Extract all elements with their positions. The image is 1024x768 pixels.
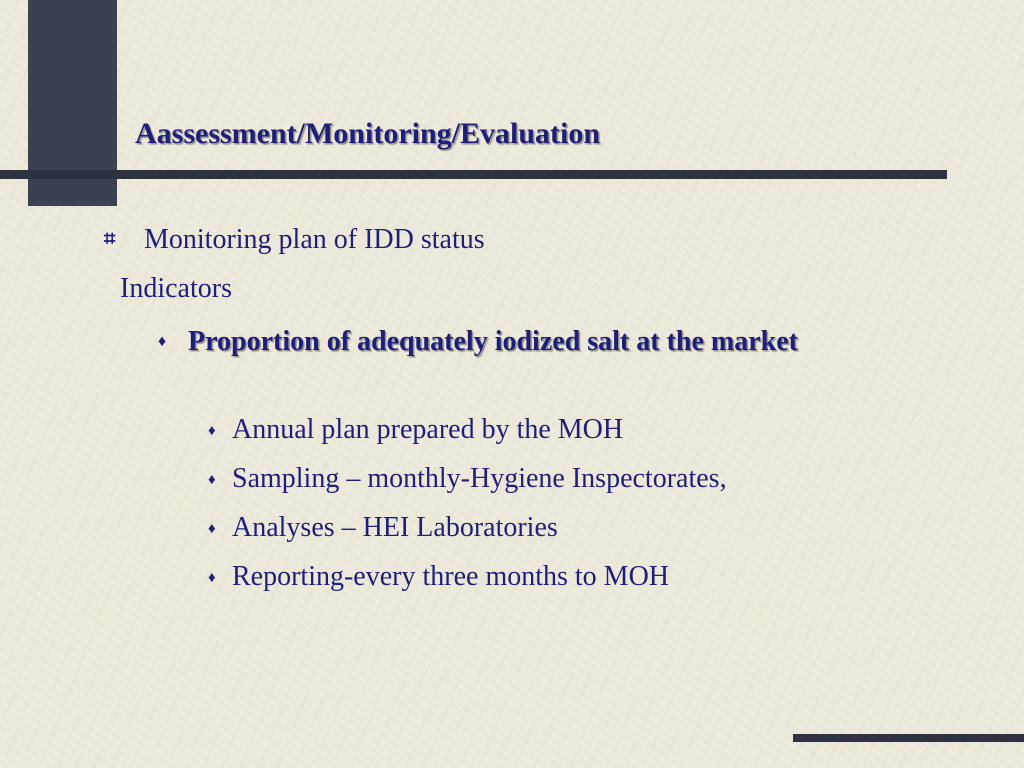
slide-title: Aassessment/Monitoring/Evaluation [135, 117, 601, 150]
hash-bullet-icon: ⌗ [104, 228, 116, 250]
list-item [208, 557, 727, 606]
list-item-text: Sampling – monthly-Hygiene Inspectorates, [232, 463, 727, 494]
list-item-text: Analyses – HEI Laboratories [232, 512, 558, 543]
indicator-details-list [208, 410, 727, 606]
list-item-text: Annual plan prepared by the MOH [232, 414, 624, 445]
list-item-text: Reporting-every three months to MOH [232, 561, 670, 592]
list-item [208, 508, 727, 557]
bullet-monitoring-plan [104, 224, 485, 256]
list-item [208, 410, 727, 459]
list-item [208, 459, 727, 508]
bullet-monitoring-plan-text: Monitoring plan of IDD status [144, 224, 485, 255]
diamond-bullet-icon: ♦ [208, 570, 216, 586]
diamond-bullet-icon: ♦ [158, 333, 167, 350]
indicators-heading: Indicators [120, 273, 232, 304]
bullet-iodized-salt-text: Proportion of adequately iodized salt at the market [188, 326, 798, 357]
title-divider-rule [0, 170, 947, 179]
diamond-bullet-icon: ♦ [208, 472, 216, 488]
bottom-accent-rule [793, 734, 1024, 742]
diamond-bullet-icon: ♦ [208, 423, 216, 439]
diamond-bullet-icon: ♦ [208, 521, 216, 537]
bullet-iodized-salt-indicator [158, 322, 848, 362]
